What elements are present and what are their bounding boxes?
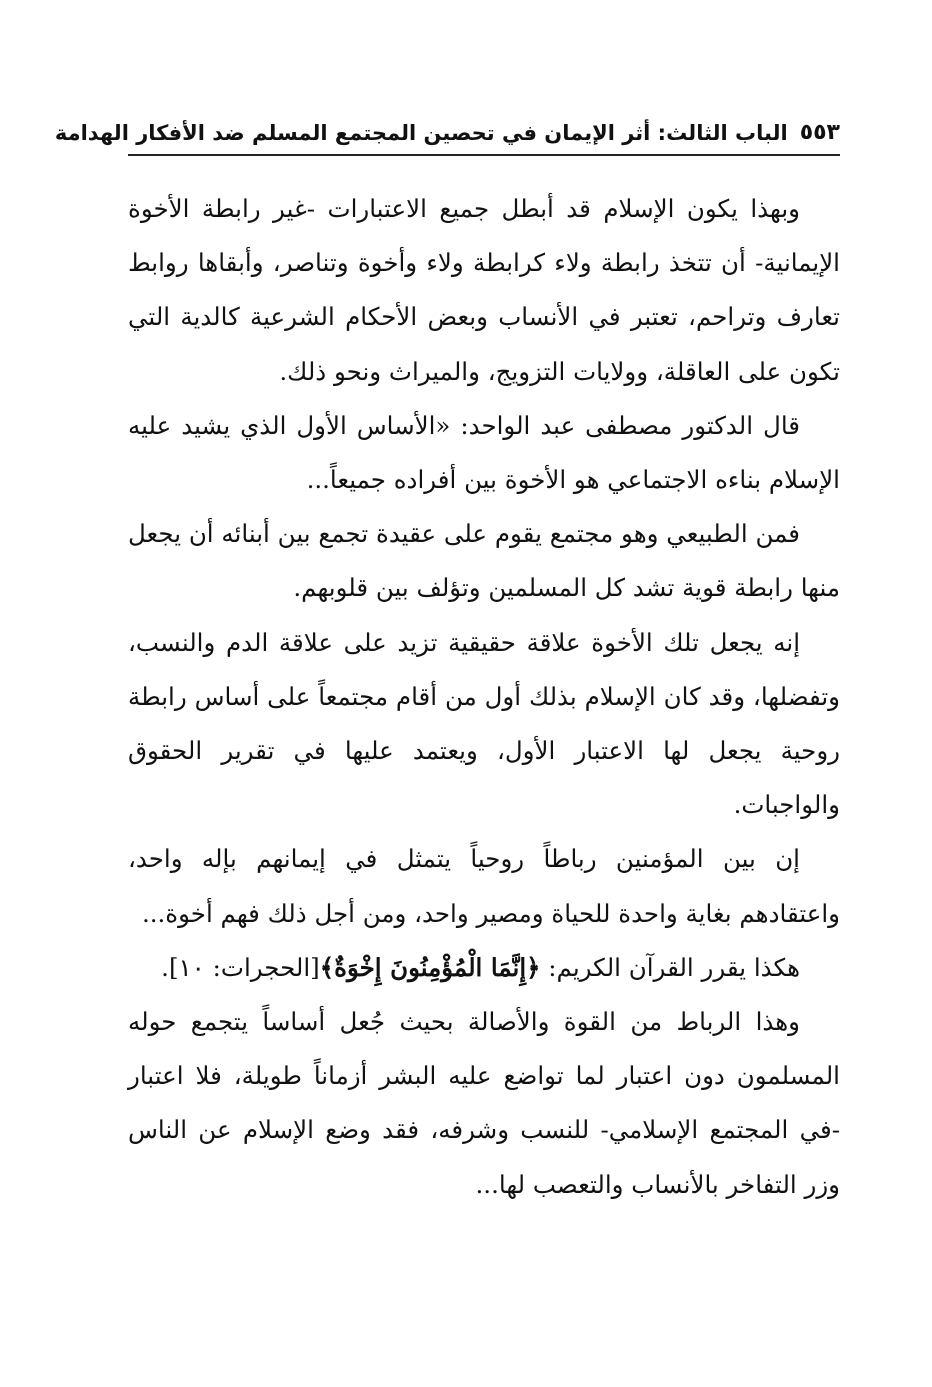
page-number: ٥٥٣ — [799, 120, 840, 145]
quran-verse: ﴿إِنَّمَا الْمُؤْمِنُونَ إِخْوَةٌ﴾ — [319, 952, 541, 982]
paragraph-islam-abolished-ties: وبهذا يكون الإسلام قد أبطل جميع الاعتبارات -غير رابطة الأخوة الإيمانية- أن تتخذ رابطة ولاء كرابطة ولاء وأخوة وتناصر، وأبقاها روابط تعارف وتراحم، تعتبر في الأنساب وبعض الأحكام الشرعية كالدية التي تكون على العاقلة، وولايات التزويج، والميراث ونحو ذلك. — [128, 194, 840, 386]
paragraph-quote-mustafa-abdelwahid: قال الدكتور مصطفى عبد الواحد: «الأساس الأول الذي يشيد عليه الإسلام بناءه الاجتماعي هو الأخوة بين أفراده جميعاً... — [128, 410, 840, 495]
running-header — [54, 104, 840, 156]
paragraph-brotherhood-real-relation: إنه يجعل تلك الأخوة علاقة حقيقية تزيد على علاقة الدم والنسب، وتفضلها، وقد كان الإسلام بذلك أول من أقام مجتمعاً على أساس رابطة روحية يجعل لها الاعتبار الأول، ويعتمد عليها في تقرير الحقوق والواجبات. — [128, 627, 840, 820]
body-text — [128, 182, 840, 1212]
paragraph-natural-bond: فمن الطبيعي وهو مجتمع يقوم على عقيدة تجمع بين أبنائه أن يجعل منها رابطة قوية تشد كل المسلمين وتؤلف بين قلوبهم. — [128, 519, 840, 603]
paragraph-quran-verse — [128, 941, 840, 995]
verse-citation: [الحجرات: ١٠]. — [161, 952, 320, 982]
chapter-title: الباب الثالث: أثر الإيمان في تحصين المجتمع المسلم ضد الأفكار الهدامة — [54, 121, 788, 145]
verse-lead: هكذا يقرر القرآن الكريم: — [540, 952, 800, 982]
paragraph-spiritual-bond: إن بين المؤمنين رباطاً روحياً يتمثل في إيمانهم بإله واحد، واعتقادهم بغاية واحدة للحياة ومصير واحد، ومن أجل ذلك فهم أخوة... — [128, 844, 840, 928]
paragraph-bond-strength: وهذا الرباط من القوة والأصالة بحيث جُعل أساساً يتجمع حوله المسلمون دون اعتبار لما تواضع عليه البشر أزماناً طويلة، فلا اعتبار -في المجتمع الإسلامي- للنسب وشرفه، فقد وضع الإسلام عن الناس وزر التفاخر بالأنساب والتعصب لها... — [128, 1007, 840, 1199]
